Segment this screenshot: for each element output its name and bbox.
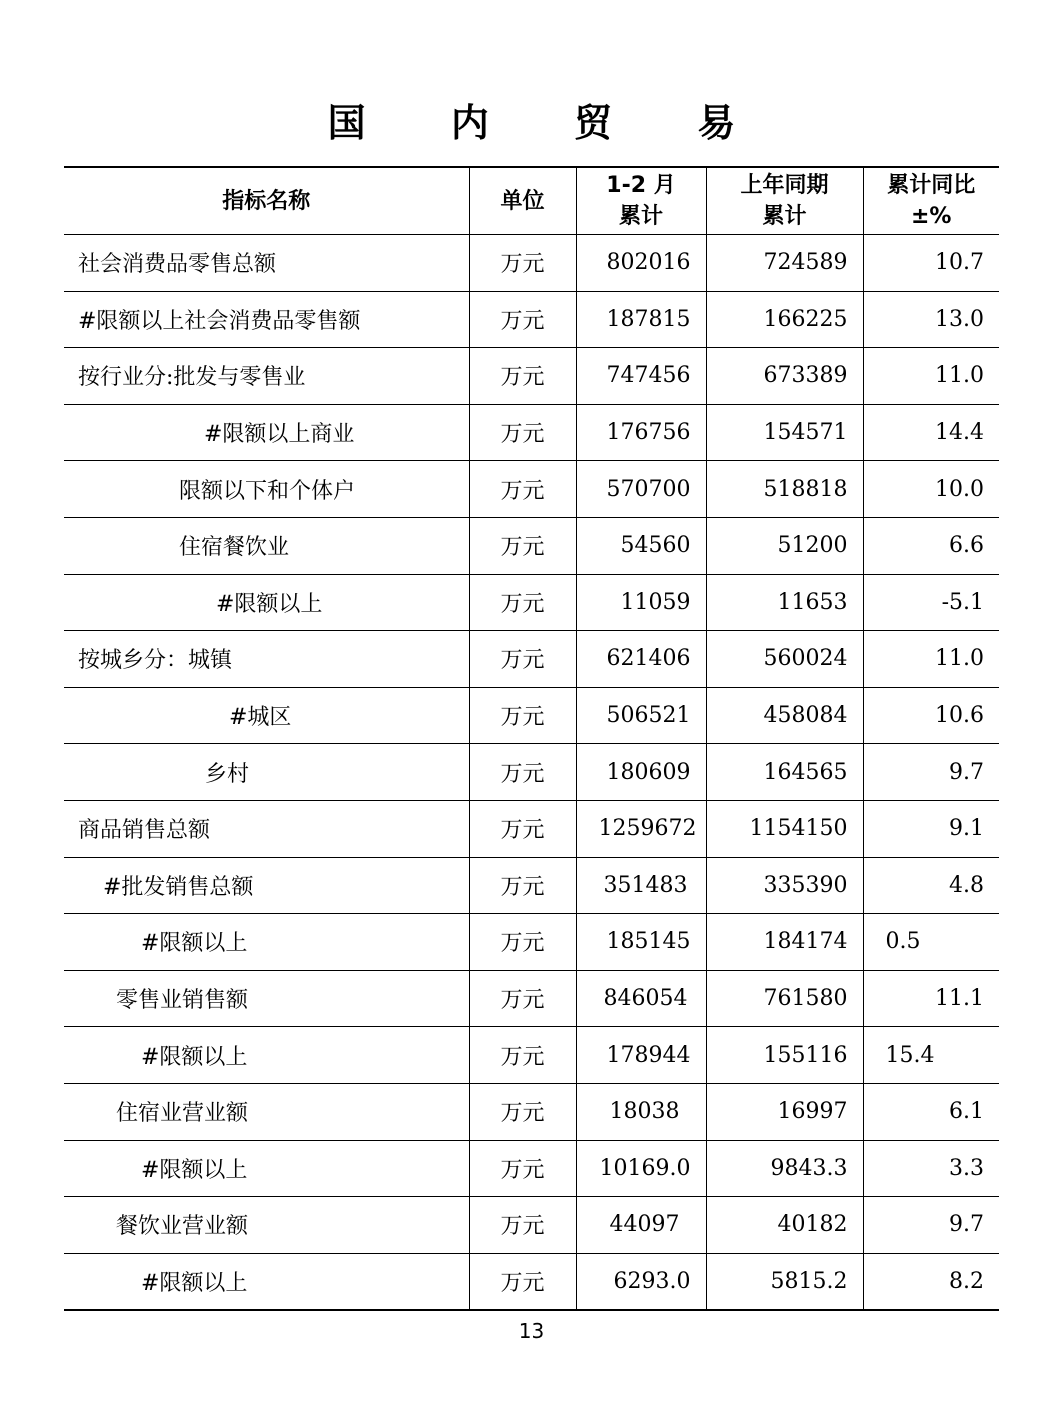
row-name: #限额以上: [64, 574, 469, 631]
row-current: 185145: [576, 914, 706, 971]
table-row: [64, 744, 999, 801]
row-unit: 万元: [469, 687, 576, 744]
header-previous: [706, 167, 863, 235]
row-change: 11.1: [863, 970, 999, 1027]
row-previous: 51200: [706, 517, 863, 574]
row-name: 限额以下和个体户: [64, 461, 469, 518]
row-name: #限额以上: [64, 1140, 469, 1197]
row-current: 11059: [576, 574, 706, 631]
row-change: 11.0: [863, 631, 999, 688]
row-change: 0.5: [863, 914, 999, 971]
row-change: 10.6: [863, 687, 999, 744]
row-previous: 154571: [706, 404, 863, 461]
table-row: [64, 631, 999, 688]
table-row: [64, 1027, 999, 1084]
table-row: [64, 517, 999, 574]
row-name: 按城乡分：城镇: [64, 631, 469, 688]
row-current: 54560: [576, 517, 706, 574]
row-unit: 万元: [469, 857, 576, 914]
header-change-line2: ±%: [911, 204, 952, 229]
row-name: 按行业分:批发与零售业: [64, 348, 469, 405]
row-change: 9.1: [863, 800, 999, 857]
header-change: [863, 167, 999, 235]
row-previous: 40182: [706, 1197, 863, 1254]
row-previous: 673389: [706, 348, 863, 405]
row-name: 餐饮业营业额: [64, 1197, 469, 1254]
row-change: 4.8: [863, 857, 999, 914]
row-current: 10169.0: [576, 1140, 706, 1197]
row-unit: 万元: [469, 1140, 576, 1197]
row-current: 44097: [576, 1197, 706, 1254]
domestic-trade-table: [64, 166, 999, 1311]
row-name: #限额以上: [64, 1027, 469, 1084]
row-previous: 166225: [706, 291, 863, 348]
header-current-line1: 1-2 月: [606, 173, 676, 198]
row-previous: 11653: [706, 574, 863, 631]
row-unit: 万元: [469, 914, 576, 971]
row-change: 14.4: [863, 404, 999, 461]
row-name: 零售业销售额: [64, 970, 469, 1027]
row-current: 506521: [576, 687, 706, 744]
row-unit: 万元: [469, 235, 576, 292]
row-current: 570700: [576, 461, 706, 518]
row-current: 6293.0: [576, 1253, 706, 1310]
row-previous: 5815.2: [706, 1253, 863, 1310]
row-unit: 万元: [469, 1083, 576, 1140]
header-row: [64, 167, 999, 235]
header-current: [576, 167, 706, 235]
row-name: 社会消费品零售总额: [64, 235, 469, 292]
row-change: 9.7: [863, 744, 999, 801]
row-previous: 724589: [706, 235, 863, 292]
row-name: #限额以上商业: [64, 404, 469, 461]
row-current: 846054: [576, 970, 706, 1027]
row-current: 187815: [576, 291, 706, 348]
row-unit: 万元: [469, 404, 576, 461]
row-previous: 16997: [706, 1083, 863, 1140]
row-change: 6.1: [863, 1083, 999, 1140]
row-previous: 335390: [706, 857, 863, 914]
row-current: 747456: [576, 348, 706, 405]
row-change: 10.7: [863, 235, 999, 292]
row-current: 802016: [576, 235, 706, 292]
table-row: [64, 800, 999, 857]
table-row: [64, 461, 999, 518]
header-change-line1: 累计同比: [887, 173, 976, 198]
table-row: [64, 914, 999, 971]
row-previous: 9843.3: [706, 1140, 863, 1197]
row-name: #城区: [64, 687, 469, 744]
row-unit: 万元: [469, 800, 576, 857]
header-current-line2: 累计: [618, 204, 663, 229]
table-row: [64, 291, 999, 348]
page-title: 国 内 贸 易: [327, 101, 772, 145]
row-unit: 万元: [469, 291, 576, 348]
header-previous-line2: 累计: [762, 204, 807, 229]
row-unit: 万元: [469, 574, 576, 631]
row-change: 15.4: [863, 1027, 999, 1084]
row-unit: 万元: [469, 1027, 576, 1084]
row-name: #限额以上社会消费品零售额: [64, 291, 469, 348]
table-row: [64, 970, 999, 1027]
row-name: 商品销售总额: [64, 800, 469, 857]
row-unit: 万元: [469, 461, 576, 518]
row-change: 11.0: [863, 348, 999, 405]
row-change: 3.3: [863, 1140, 999, 1197]
row-unit: 万元: [469, 1253, 576, 1310]
row-unit: 万元: [469, 631, 576, 688]
row-unit: 万元: [469, 348, 576, 405]
row-current: 178944: [576, 1027, 706, 1084]
row-current: 1259672: [576, 800, 706, 857]
row-previous: 184174: [706, 914, 863, 971]
table-row: [64, 574, 999, 631]
row-name: #限额以上: [64, 1253, 469, 1310]
row-current: 180609: [576, 744, 706, 801]
row-change: 6.6: [863, 517, 999, 574]
row-previous: 1154150: [706, 800, 863, 857]
row-unit: 万元: [469, 1197, 576, 1254]
table-row: [64, 1140, 999, 1197]
table-row: [64, 857, 999, 914]
row-change: 13.0: [863, 291, 999, 348]
row-unit: 万元: [469, 744, 576, 801]
row-change: -5.1: [863, 574, 999, 631]
table-row: [64, 687, 999, 744]
table-row: [64, 348, 999, 405]
row-current: 351483: [576, 857, 706, 914]
header-unit: 单位: [469, 167, 576, 235]
table-row: [64, 1083, 999, 1140]
row-previous: 560024: [706, 631, 863, 688]
row-change: 8.2: [863, 1253, 999, 1310]
row-unit: 万元: [469, 970, 576, 1027]
table-row: [64, 404, 999, 461]
row-unit: 万元: [469, 517, 576, 574]
table-row: [64, 1253, 999, 1310]
row-previous: 458084: [706, 687, 863, 744]
row-previous: 155116: [706, 1027, 863, 1084]
row-current: 621406: [576, 631, 706, 688]
row-change: 10.0: [863, 461, 999, 518]
table-row: [64, 1197, 999, 1254]
header-name: 指标名称: [64, 167, 469, 235]
row-previous: 164565: [706, 744, 863, 801]
row-name: #限额以上: [64, 914, 469, 971]
row-previous: 761580: [706, 970, 863, 1027]
header-previous-line1: 上年同期: [740, 173, 829, 198]
row-name: 乡村: [64, 744, 469, 801]
row-name: 住宿餐饮业: [64, 517, 469, 574]
row-current: 176756: [576, 404, 706, 461]
row-previous: 518818: [706, 461, 863, 518]
row-change: 9.7: [863, 1197, 999, 1254]
row-name: #批发销售总额: [64, 857, 469, 914]
row-current: 18038: [576, 1083, 706, 1140]
page-number: 13: [518, 1319, 545, 1343]
row-name: 住宿业营业额: [64, 1083, 469, 1140]
table-row: [64, 235, 999, 292]
